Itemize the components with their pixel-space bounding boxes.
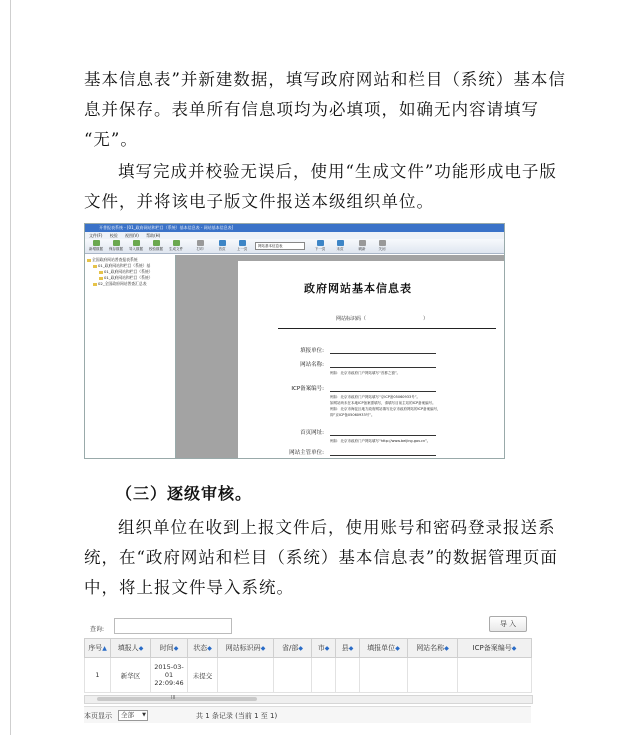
column-header[interactable]: 省/部◆ — [274, 639, 312, 658]
pager-bar — [84, 706, 531, 723]
page-edge-line — [10, 0, 11, 735]
field-line[interactable] — [330, 391, 436, 392]
prev-page-icon — [239, 240, 246, 246]
first-page-button[interactable]: 首页 — [213, 240, 231, 252]
sort-icon: ◆ — [173, 645, 179, 652]
folder-icon — [93, 283, 97, 286]
next-page-button[interactable]: 下一页 — [311, 240, 329, 252]
form-page — [238, 261, 504, 458]
field-line[interactable] — [330, 455, 436, 456]
menu-bar — [85, 232, 504, 239]
menu-file[interactable]: 文件(F) — [89, 233, 103, 238]
text-line: “无”。 — [84, 130, 138, 149]
last-page-button[interactable]: 末页 — [331, 240, 349, 252]
table-cell — [336, 658, 360, 693]
field-hint: 如网站尚未在本地ICP备案需填写，请填写目前主站的ICP备案编号。 — [330, 401, 436, 405]
sort-icon: ◆ — [348, 645, 354, 652]
text-line: 基本信息表”并新建数据，填写政府网站和栏目（系统）基本信 — [84, 70, 566, 89]
field-label-unit: 填报单位: — [300, 348, 324, 354]
column-header[interactable]: 序号▲ — [85, 639, 111, 658]
field-label-homepage: 首页网址: — [300, 430, 324, 436]
column-header[interactable]: 填报单位◆ — [360, 639, 408, 658]
sort-icon: ◆ — [260, 645, 266, 652]
section-heading: （三）逐级审核。 — [116, 484, 253, 503]
sort-up-icon: ▲ — [102, 645, 107, 652]
table-cell: 新华区 — [111, 658, 151, 693]
save-data-button[interactable]: 保存数据 — [107, 240, 125, 252]
menu-validate[interactable]: 校验 — [109, 233, 118, 238]
paragraph-1 — [84, 65, 566, 155]
table-cell — [408, 658, 458, 693]
window-title: 开普报表系统 - [01_政府网站和栏目（系统）基本信息表 - 网站基本信息表] — [85, 224, 504, 232]
form-title: 政府网站基本信息表 — [304, 282, 412, 295]
refresh-icon — [359, 240, 366, 246]
table-cell — [274, 658, 312, 693]
tree-node[interactable]: 02_全国政府网站普查汇总表 — [85, 281, 175, 287]
text-line: 组织单位在收到上报文件后，使用账号和密码登录报送系 — [118, 518, 556, 537]
refresh-button[interactable]: 刷新 — [353, 240, 371, 252]
next-page-icon — [317, 240, 324, 246]
menu-view[interactable]: 视图(V) — [124, 233, 139, 238]
validate-data-button[interactable]: 校验数据 — [147, 240, 165, 252]
tree-node[interactable]: 01_政府网站和栏目（系统） — [85, 269, 175, 275]
sort-icon: ◆ — [324, 645, 330, 652]
tree-node[interactable]: 01_政府网站和栏目（系统）基 — [85, 263, 175, 269]
close-button[interactable]: 关闭 — [373, 240, 391, 252]
query-input[interactable] — [114, 618, 232, 634]
save-icon — [113, 240, 120, 246]
column-header[interactable]: ICP备案编号◆ — [458, 639, 532, 658]
sort-icon: ◆ — [511, 645, 517, 652]
sort-icon: ◆ — [207, 645, 212, 652]
tree-node[interactable]: 01_政府网站和栏目（系统） — [85, 275, 175, 281]
menu-help[interactable]: 帮助(H) — [146, 233, 161, 238]
table-cell: 未提交 — [188, 658, 218, 693]
new-data-button[interactable]: 新增数据 — [87, 240, 105, 252]
generate-file-button[interactable]: 生成文件 — [167, 240, 185, 252]
table-cell — [458, 658, 532, 693]
last-page-icon — [337, 240, 344, 246]
table-cell — [218, 658, 274, 693]
data-table — [84, 638, 532, 693]
table-cell — [312, 658, 336, 693]
import-data-button[interactable]: 导入数据 — [127, 240, 145, 252]
field-line[interactable] — [330, 353, 436, 354]
column-header[interactable]: 状态◆ — [188, 639, 218, 658]
file-icon — [173, 240, 180, 246]
print-button[interactable]: 打印 — [191, 240, 209, 252]
chevron-down-icon: ▼ — [142, 712, 146, 718]
sort-icon: ◆ — [138, 645, 144, 652]
table-cell: 1 — [85, 658, 111, 693]
field-label-supervisor: 网站主管单位: — [289, 450, 324, 456]
tree-node[interactable]: 全国政府网站普查报表系统 — [85, 257, 175, 263]
field-line[interactable] — [330, 435, 436, 436]
table-cell: 2015-03-01 22:09:46 — [151, 658, 188, 693]
sheet-icon — [99, 277, 103, 280]
header-row — [85, 639, 532, 658]
sort-icon: ◆ — [395, 645, 400, 652]
folder-icon — [93, 265, 97, 268]
field-hint: 例如：北京市政府门户网站填写“首都之窗”。 — [330, 371, 401, 375]
text-line: 中，将上报文件导入系统。 — [84, 578, 294, 597]
sort-icon: ◆ — [444, 645, 449, 652]
field-hint: 即“京ICP备05060933号”。 — [330, 413, 375, 417]
report-tree — [85, 255, 176, 458]
field-label-site-name: 网站名称: — [300, 362, 324, 368]
site-id-label: 网站标识码（ — [336, 316, 367, 322]
text-line: 统，在“政府网站和栏目（系统）基本信息表”的数据管理页面 — [84, 548, 558, 567]
field-hint: 例如：北京市政府门户网站填写“http://www.beijing.gov.cn”。 — [330, 439, 431, 443]
column-header[interactable]: 市◆ — [312, 639, 336, 658]
text-line: 文件，并将该电子版文件报送本级组织单位。 — [84, 192, 434, 211]
table-row[interactable] — [85, 658, 532, 693]
text-line: 填写完成并校验无误后，使用“生成文件”功能形成电子版 — [118, 162, 557, 181]
column-header[interactable]: 县◆ — [336, 639, 360, 658]
table-cell — [360, 658, 408, 693]
close-icon — [379, 240, 386, 246]
import-button[interactable]: 导 入 — [489, 616, 527, 632]
column-header[interactable]: 网站标识码◆ — [218, 639, 274, 658]
text-line: 息并保存。表单所有信息项均为必填项，如确无内容请填写 — [84, 100, 539, 119]
field-label-icp: ICP备案编号: — [291, 386, 324, 392]
field-hint: 例如：北京市政府门户网站填写“京ICP备05060933号”。 — [330, 395, 421, 399]
field-line[interactable] — [330, 367, 436, 368]
folder-icon — [87, 259, 91, 262]
first-page-icon — [219, 240, 226, 246]
column-header[interactable]: 网站名称◆ — [408, 639, 458, 658]
sheet-select[interactable]: 网站基本信息表 — [255, 242, 305, 250]
scrollbar-thumb[interactable] — [97, 697, 257, 701]
query-label: 查询: — [90, 626, 105, 633]
page-size-select[interactable]: 全部 ▼ — [118, 710, 148, 721]
prev-page-button[interactable]: 上一页 — [233, 240, 251, 252]
site-id-paren: ） — [423, 316, 429, 322]
column-header[interactable]: 填报人◆ — [111, 639, 151, 658]
data-management-screenshot — [84, 614, 531, 722]
field-hint: 例如：北京市海淀区地方政府网站填写北京市政府网站的ICP备案编号， — [330, 407, 441, 411]
printer-icon — [197, 240, 204, 246]
document-preview — [176, 255, 504, 458]
paragraph-2 — [84, 157, 557, 217]
scroll-grip: III — [171, 695, 176, 701]
app-screenshot — [84, 223, 505, 459]
toolbar — [85, 239, 504, 254]
check-icon — [153, 240, 160, 246]
record-summary: 共 1 条记录 (当前 1 至 1) — [196, 712, 278, 720]
add-icon — [93, 240, 100, 246]
sort-icon: ◆ — [298, 645, 303, 652]
horizontal-scrollbar[interactable] — [84, 695, 533, 704]
form-divider — [278, 328, 496, 329]
column-header[interactable]: 时间◆ — [151, 639, 188, 658]
sheet-icon — [99, 271, 103, 274]
import-icon — [133, 240, 140, 246]
paragraph-3 — [84, 513, 558, 603]
page-size-label: 本页显示 — [84, 712, 112, 720]
